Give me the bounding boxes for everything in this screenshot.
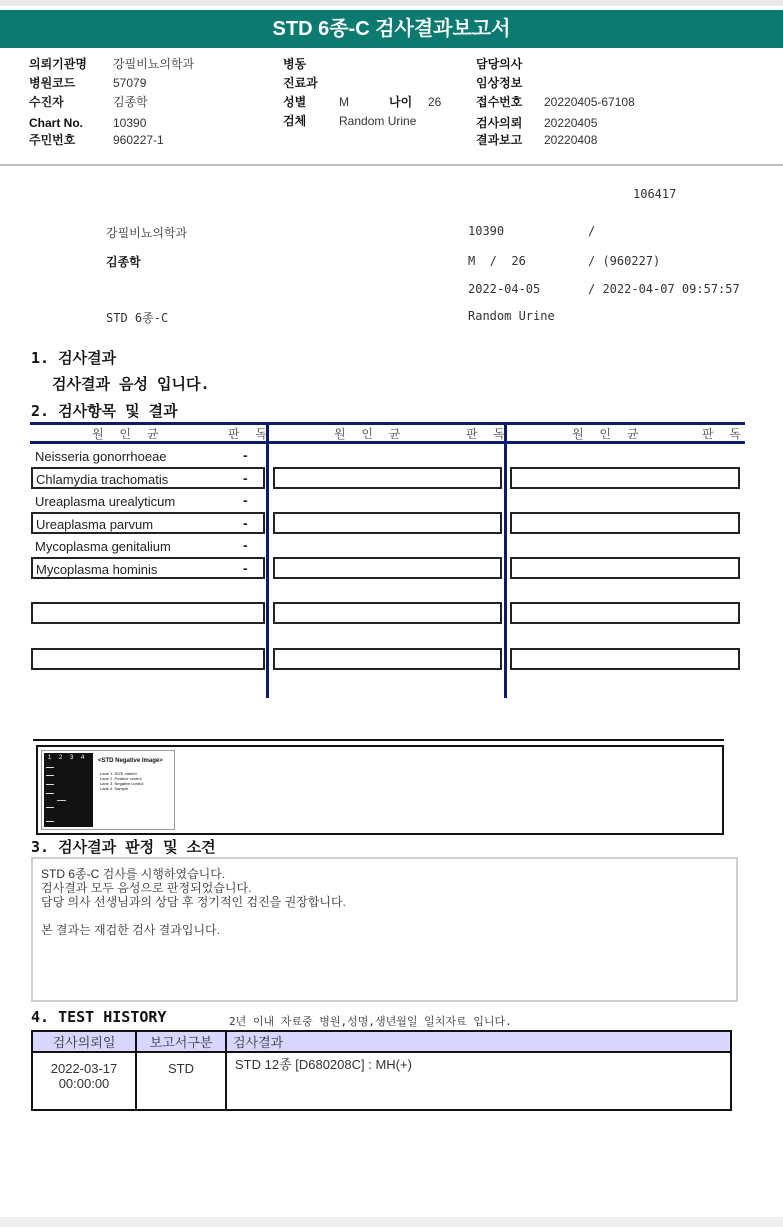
report-date-value: 20220408 (544, 133, 598, 147)
empty-cell-box (510, 512, 740, 534)
lane-label: 3 (70, 755, 74, 761)
comment-line (41, 909, 728, 923)
patient-label: 수진자 (29, 95, 64, 109)
patient-value: 김종학 (113, 95, 148, 109)
report-title: STD 6종-C 검사결과보고서 (0, 10, 783, 48)
gel-legend-item: Lane 1. SIZE marker (100, 771, 137, 776)
top-strip (0, 0, 783, 6)
history-date-cell (32, 1052, 136, 1110)
pathogen-name: Neisseria gonorrhoeae (35, 449, 167, 464)
gel-band (46, 807, 54, 808)
history-date: 2022-03-17 (50, 1061, 118, 1076)
column-divider-1 (266, 422, 269, 698)
hospital-name-value: 강필비뇨의학과 (113, 57, 195, 71)
sex-label: 성별 (283, 95, 307, 109)
gel-legend-item: Lane 2. Positive control (100, 776, 142, 781)
col-judgement-3: 판 독 (702, 427, 747, 441)
history-table (31, 1030, 732, 1111)
info-sex-age: M / 26 (468, 254, 526, 268)
section4-title: 4. TEST HISTORY (31, 1008, 167, 1026)
clinical-info-label: 임상정보 (476, 76, 523, 90)
gel-band (46, 793, 54, 794)
report-date-label: 결과보고 (476, 133, 523, 147)
comment-line: 담당 의사 선생님과의 상담 후 정기적인 검진을 권장합니다. (41, 895, 346, 909)
comment-line: 본 결과는 재검한 검사 결과입니다. (41, 923, 220, 937)
pathogen-result: - (243, 560, 248, 576)
col-pathogen-2: 원 인 균 (334, 427, 407, 441)
empty-cell-box (510, 602, 740, 624)
col-judgement-1: 판 독 (228, 427, 273, 441)
history-col-result: 검사결과 (226, 1031, 731, 1052)
pathogen-name: Mycoplasma hominis (36, 562, 158, 577)
info-birth: / (960227) (588, 254, 661, 268)
resident-no-value: 960227-1 (113, 133, 164, 147)
gel-band (46, 821, 54, 822)
gel-photo (44, 753, 93, 827)
info-slash: / (588, 224, 596, 238)
info-specimen: Random Urine (468, 309, 555, 323)
doctor-label: 담당의사 (476, 57, 523, 71)
comment-line: 검사결과 모두 음성으로 판정되었습니다. (41, 881, 252, 895)
receipt-no-value: 20220405-67108 (544, 95, 635, 109)
info-patient-name: 김종학 (106, 255, 141, 269)
info-report-datetime: / 2022-04-07 09:57:57 (588, 282, 740, 296)
history-col-type: 보고서구분 (136, 1031, 226, 1052)
lane-label: 2 (59, 755, 63, 761)
gel-image (41, 750, 175, 830)
hospital-code-value: 57079 (113, 76, 147, 90)
request-date-label: 검사의뢰 (476, 116, 523, 130)
empty-cell-box (510, 648, 740, 670)
chart-no-label: Chart No. (29, 116, 83, 130)
chart-no-value: 10390 (113, 116, 147, 130)
lane-label: 4 (81, 755, 85, 761)
gel-band (57, 800, 66, 801)
empty-cell-box (31, 602, 265, 624)
empty-cell-box (273, 467, 502, 489)
receipt-no-label: 접수번호 (476, 95, 523, 109)
gel-band (46, 767, 54, 768)
col-pathogen-3: 원 인 균 (572, 427, 645, 441)
info-hospital: 강필비뇨의학과 (106, 226, 188, 240)
age-value: 26 (428, 95, 442, 109)
pathogen-result: - (243, 515, 248, 531)
pathogen-result: - (243, 537, 248, 553)
history-type: STD (136, 1052, 226, 1110)
info-test-name: STD 6종-C (106, 311, 169, 325)
empty-cell-box (273, 602, 502, 624)
pathogen-name: Chlamydia trachomatis (36, 472, 169, 487)
age-label: 나이 (389, 95, 413, 109)
info-chart: 10390 (468, 224, 505, 238)
section2-title: 2. 검사항목 및 결과 (31, 402, 178, 420)
report-number: 106417 (633, 187, 677, 201)
pathogen-result: - (243, 492, 248, 508)
history-time: 00:00:00 (58, 1076, 110, 1091)
header-divider (0, 164, 783, 166)
empty-cell-box (510, 467, 740, 489)
pathogen-name: Mycoplasma genitalium (35, 539, 171, 554)
comment-box (31, 857, 738, 1002)
history-note: 2년 이내 자료중 병원,성명,생년월일 일치자료 입니다. (229, 1015, 512, 1028)
hospital-code-label: 병원코드 (29, 76, 76, 90)
department-label: 진료과 (283, 76, 318, 90)
gel-legend-title: <STD Negative Image> (98, 758, 163, 764)
section3-title: 3. 검사결과 판정 및 소견 (31, 838, 216, 856)
pathogen-result: - (243, 447, 248, 463)
history-col-date: 검사의뢰일 (32, 1031, 136, 1052)
pathogen-name: Ureaplasma parvum (36, 517, 154, 532)
empty-cell-box (273, 557, 502, 579)
empty-cell-box (510, 557, 740, 579)
lane-label: 1 (48, 755, 52, 761)
col-pathogen-1: 원 인 균 (92, 427, 165, 441)
empty-cell-box (273, 512, 502, 534)
empty-cell-box (273, 648, 502, 670)
col-judgement-2: 판 독 (466, 427, 511, 441)
section1-title: 1. 검사결과 (31, 349, 117, 367)
gel-band (46, 784, 54, 785)
sex-value: M (339, 95, 349, 109)
request-date-value: 20220405 (544, 116, 598, 130)
gel-legend-item: Lane 3. Negative control (100, 781, 144, 786)
history-header-row (32, 1031, 731, 1052)
info-request-date: 2022-04-05 (468, 282, 541, 296)
gel-band (46, 775, 54, 776)
result-summary: 검사결과 음성 입니다. (52, 375, 210, 393)
column-divider-2 (504, 422, 507, 698)
comment-line: STD 6종-C 검사를 시행하였습니다. (41, 867, 226, 881)
pathogen-name: Ureaplasma urealyticum (35, 494, 176, 509)
history-result: STD 12종 [D680208C] : MH(+) (226, 1052, 731, 1110)
ward-label: 병동 (283, 57, 307, 71)
gel-area-divider (33, 739, 724, 741)
resident-no-label: 주민번호 (29, 133, 76, 147)
specimen-label: 검체 (283, 114, 307, 128)
hospital-name-label: 의뢰기관명 (29, 57, 87, 71)
history-row (32, 1052, 731, 1110)
gel-legend-item: Lane 4. Sample (100, 786, 129, 791)
pathogen-result: - (243, 470, 248, 486)
bottom-strip (0, 1217, 783, 1227)
specimen-value: Random Urine (339, 114, 417, 128)
empty-cell-box (31, 648, 265, 670)
